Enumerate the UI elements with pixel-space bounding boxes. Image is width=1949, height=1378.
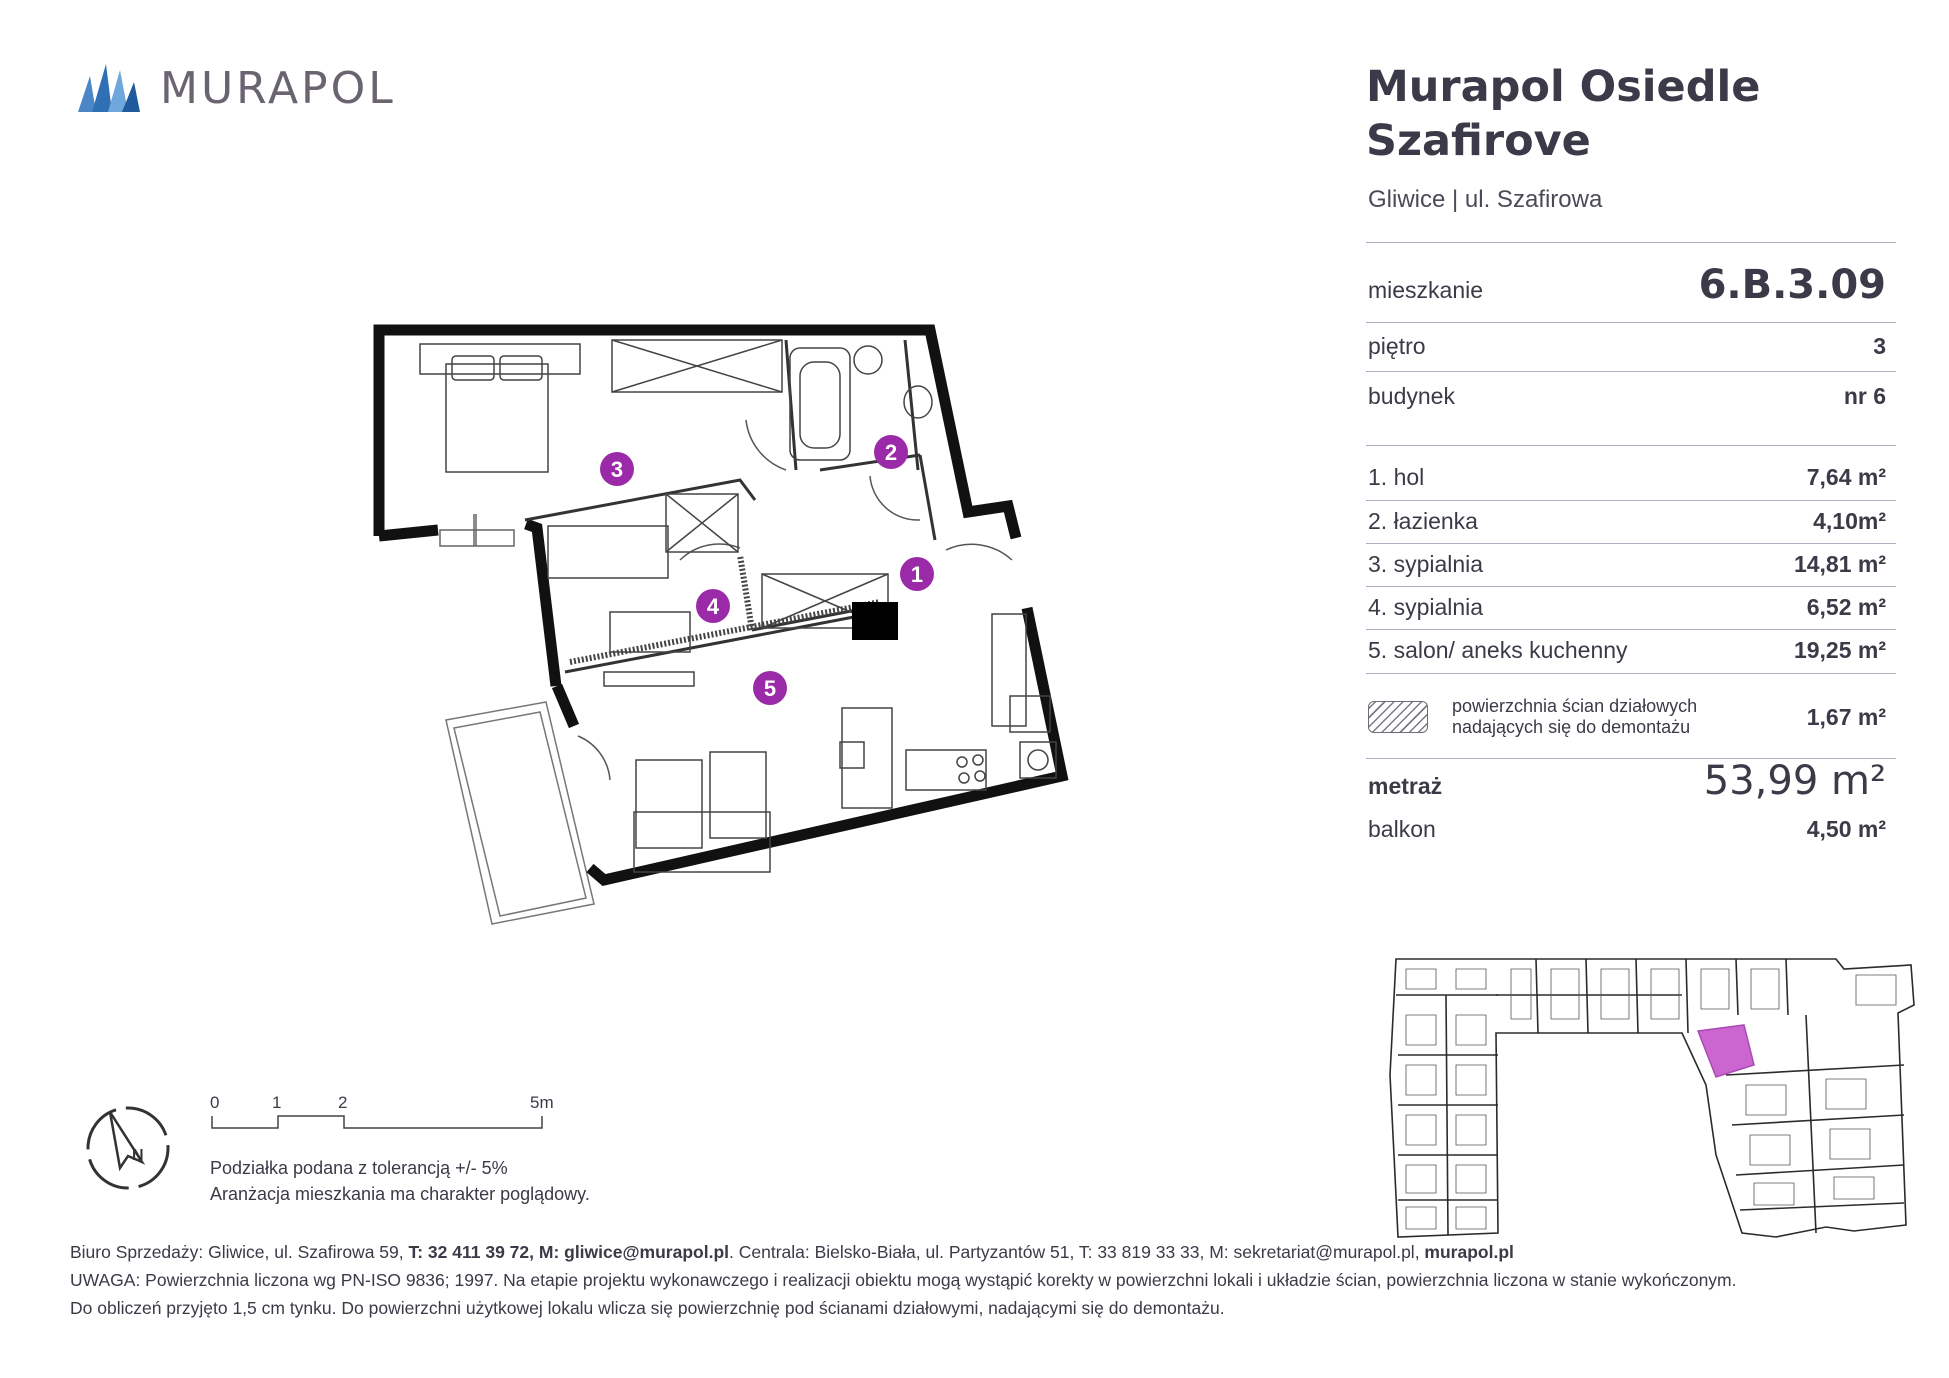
footer-sales-office: Biuro Sprzedaży: Gliwice, ul. Szafirowa 59, — [70, 1242, 409, 1262]
balcony-label: balkon — [1368, 816, 1436, 842]
removable-walls-area: 1,67 m² — [1806, 703, 1886, 730]
removable-walls-text — [1452, 696, 1742, 738]
divider — [1366, 629, 1896, 630]
room-area: 19,25 m² — [1793, 637, 1886, 663]
footer-website-link[interactable]: murapol.pl — [1424, 1242, 1514, 1262]
room-label: 3. sypialnia — [1368, 551, 1484, 577]
room-marker-label: 5 — [763, 676, 777, 701]
murapol-logo-icon — [76, 62, 142, 114]
room-markers — [600, 435, 934, 705]
room-label: 1. hol — [1368, 464, 1425, 490]
total-area-label: metraż — [1368, 773, 1443, 799]
room-row — [1368, 594, 1886, 621]
removable-walls-note — [1368, 696, 1886, 738]
apartment-number: 6.B.3.09 — [1698, 262, 1886, 308]
room-area: 7,64 m² — [1806, 464, 1886, 490]
project-title-line2: Szafirove — [1366, 116, 1591, 166]
divider — [1366, 543, 1896, 544]
footer-note-1: UWAGA: Powierzchnia liczona wg PN-ISO 9836; 1997. Na etapie projektu wykonawczego i realizacji obiektu mogą wystąpić korekty w powierzchni lokali i układzie ścian, powierzchnia liczona w stanie wykończonym. — [70, 1270, 1737, 1290]
balcony — [446, 702, 594, 924]
door-swings — [578, 420, 1012, 780]
room-area: 14,81 m² — [1793, 551, 1886, 577]
divider — [1366, 673, 1896, 674]
floor-label: piętro — [1368, 333, 1426, 359]
removable-walls-text-line1: powierzchnia ścian działowych — [1452, 696, 1698, 716]
scale-tick-label: 0 — [210, 1093, 220, 1112]
room-marker-label: 1 — [910, 562, 924, 587]
room-area: 6,52 m² — [1806, 594, 1886, 620]
hatch-swatch-icon — [1368, 701, 1428, 733]
scale-tolerance-note: Podziałka podana z tolerancją +/- 5% — [210, 1158, 508, 1178]
room-label: 4. sypialnia — [1368, 594, 1484, 620]
arrangement-note: Aranżacja mieszkania ma charakter poglądowy. — [210, 1184, 590, 1204]
total-area-row — [1368, 758, 1886, 804]
room-area: 4,10m² — [1813, 508, 1886, 534]
divider — [1366, 586, 1896, 587]
footer-sales-contact[interactable]: T: 32 411 39 72, M: gliwice@murapol.pl — [408, 1242, 729, 1262]
scale-tick-label: 2 — [338, 1093, 348, 1112]
footer-headquarters: . Centrala: Bielsko-Biała, ul. Partyzantów 51, T: 33 819 33 33, M: sekretariat@murapol.pl, — [729, 1242, 1425, 1262]
compass-letter: N — [132, 1147, 144, 1164]
furniture — [420, 340, 1056, 872]
room-label: 5. salon/ aneks kuchenny — [1368, 637, 1628, 663]
room-marker-label: 2 — [884, 440, 898, 465]
project-location: Gliwice | ul. Szafirowa — [1368, 186, 1603, 213]
divider — [1366, 242, 1896, 243]
apartment-label: mieszkanie — [1368, 277, 1484, 303]
building-row — [1368, 383, 1886, 410]
floor-plan — [360, 310, 1080, 940]
balcony-value: 4,50 m² — [1806, 816, 1886, 842]
building-label: budynek — [1368, 383, 1455, 409]
site-plan — [1386, 955, 1921, 1245]
divider — [1366, 500, 1896, 501]
total-area-value: 53,99 m² — [1703, 758, 1886, 804]
room-row — [1368, 508, 1886, 535]
divider — [1366, 445, 1896, 446]
compass-icon — [80, 1098, 180, 1198]
brand-logo — [76, 62, 396, 114]
project-title — [1366, 60, 1886, 168]
footer-note-2: Do obliczeń przyjęto 1,5 cm tynku. Do powierzchni użytkowej lokalu wlicza się powierzchnię pod ścianami działowymi, nadającymi się do demontażu. — [70, 1298, 1225, 1318]
brand-name: MURAPOL — [160, 62, 396, 114]
window-marks — [440, 514, 514, 546]
project-title-line1: Murapol Osiedle — [1366, 62, 1761, 112]
room-row — [1368, 551, 1886, 578]
scale-bar — [200, 1090, 570, 1150]
removable-walls-text-line2: nadających się do demontażu — [1452, 717, 1691, 737]
shaft — [852, 602, 898, 640]
room-marker-label: 4 — [706, 594, 720, 619]
apartment-highlight — [1698, 1025, 1754, 1077]
floor-value: 3 — [1873, 333, 1886, 359]
scale-tick-label: 1 — [272, 1093, 282, 1112]
floor-row — [1368, 333, 1886, 360]
balcony-row — [1368, 816, 1886, 843]
room-marker-label: 3 — [610, 457, 624, 482]
building-value: nr 6 — [1843, 383, 1886, 409]
apartment-row — [1368, 262, 1886, 308]
room-row — [1368, 637, 1886, 664]
scale-tick-label: 5m — [530, 1093, 554, 1112]
footer-contact — [70, 1242, 1930, 1263]
room-row — [1368, 464, 1886, 491]
divider — [1366, 322, 1896, 323]
divider — [1366, 371, 1896, 372]
room-label: 2. łazienka — [1368, 508, 1478, 534]
